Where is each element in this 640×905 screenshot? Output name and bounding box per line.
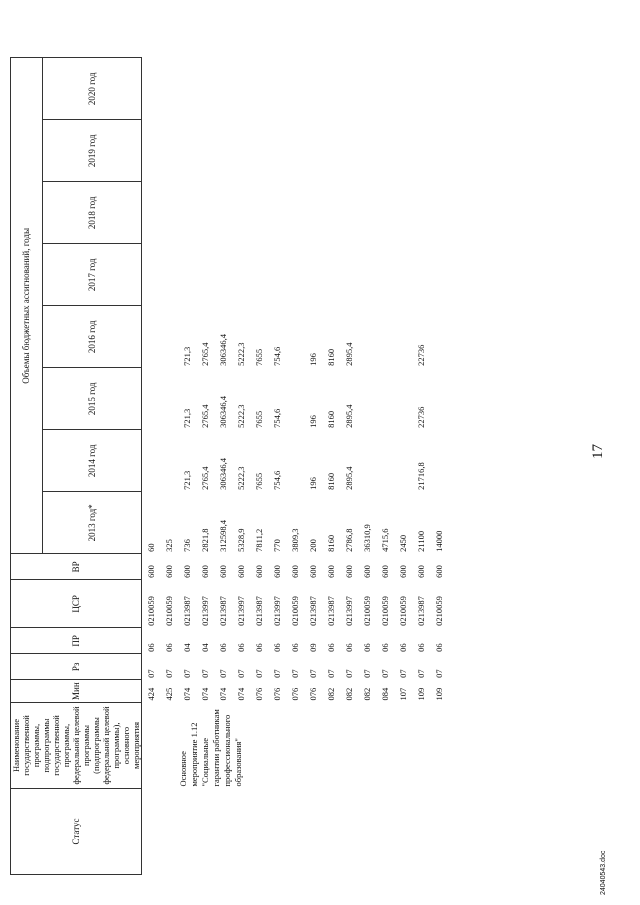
cell-y2016 [160,306,178,368]
cell-min: 425 [164,687,174,701]
cell-y2014 [286,430,304,492]
cell-y2016: 2895,4 [344,342,354,366]
cell-y2015: 721,3 [182,408,192,428]
cell-csr: 0210059 [146,596,156,626]
cell-rz: 07 [200,669,210,678]
cell-vr: 600 [416,565,426,578]
header-year: 2015 год [42,368,141,430]
cell-y2013: 36310,9 [362,524,372,552]
cell-empty-year [160,120,178,182]
cell-empty-year [286,244,304,306]
cell-empty-year [196,182,214,244]
cell-y2014: 2765,4 [200,466,210,490]
cell-y2016 [376,306,394,368]
cell-y2013: 200 [308,539,318,552]
cell-pr: 06 [380,643,390,652]
cell-y2015: 196 [308,415,318,428]
cell-empty-year [142,182,161,244]
cell-empty-year [196,244,214,306]
header-csr: ЦСР [11,580,142,628]
header-min: Мин [11,680,142,703]
cell-pr: 06 [398,643,408,652]
cell-status [232,789,250,875]
cell-csr: 0210059 [290,596,300,626]
cell-empty-year [250,58,268,120]
cell-csr: 0210059 [362,596,372,626]
cell-empty-year [232,58,250,120]
cell-csr: 0210059 [380,596,390,626]
cell-y2015 [376,368,394,430]
cell-rz: 07 [254,669,264,678]
cell-min: 076 [290,687,300,701]
cell-name [160,703,178,789]
cell-y2014: 196 [308,477,318,490]
cell-y2015 [160,368,178,430]
cell-csr: 0213987 [308,596,318,626]
cell-csr: 0213997 [236,596,246,626]
cell-y2014: 306346,4 [218,457,228,490]
cell-y2013: 736 [182,539,192,552]
cell-empty-year [160,244,178,306]
cell-y2014: 721,3 [182,470,192,490]
cell-empty-year [178,244,196,306]
cell-y2013: 7811,2 [254,528,264,552]
cell-y2013: 325 [164,539,174,552]
cell-y2016: 2765,4 [200,342,210,366]
cell-empty-year [376,120,394,182]
cell-y2015: 5222,3 [236,404,246,428]
cell-y2015: 2895,4 [344,404,354,428]
cell-y2013: 8160 [326,534,336,552]
cell-y2016 [286,306,304,368]
cell-empty-year [268,244,286,306]
table-body [142,58,449,875]
cell-empty-year [358,182,376,244]
cell-min: 074 [182,687,192,701]
cell-pr: 04 [200,643,210,652]
cell-y2016: 5222,3 [236,342,246,366]
cell-pr: 06 [254,643,264,652]
cell-empty-year [178,120,196,182]
cell-status [322,789,340,875]
cell-vr: 600 [326,565,336,578]
cell-rz: 07 [218,669,228,678]
cell-empty-year [286,182,304,244]
cell-empty-year [412,58,430,120]
cell-y2015 [286,368,304,430]
cell-y2015: 8160 [326,410,336,428]
cell-pr: 06 [362,643,372,652]
cell-vr: 600 [236,565,246,578]
cell-y2016 [142,306,161,368]
cell-y2014 [394,430,412,492]
cell-empty-year [214,244,232,306]
cell-vr: 600 [398,565,408,578]
cell-empty-year [376,182,394,244]
cell-csr: 0210059 [398,596,408,626]
cell-y2013: 14000 [434,530,444,552]
cell-y2016 [394,306,412,368]
cell-status [178,789,196,875]
cell-empty-year [232,244,250,306]
cell-empty-year [268,58,286,120]
cell-min: 109 [416,687,426,701]
cell-empty-year [268,120,286,182]
cell-y2015: 754,6 [272,408,282,428]
cell-status [160,789,178,875]
cell-rz: 07 [416,669,426,678]
cell-vr: 600 [308,565,318,578]
cell-status [142,789,161,875]
cell-y2015: 2765,4 [200,404,210,428]
table-row [142,58,161,875]
cell-empty-year [394,182,412,244]
cell-vr: 600 [164,565,174,578]
cell-pr: 06 [272,643,282,652]
cell-y2016: 7655 [254,348,264,366]
cell-rz: 07 [272,669,282,678]
cell-pr: 06 [146,643,156,652]
cell-y2013: 4715,6 [380,528,390,552]
cell-vr: 600 [182,565,192,578]
cell-empty-year [322,244,340,306]
cell-min: 076 [254,687,264,701]
cell-y2015 [142,368,161,430]
cell-pr: 09 [308,643,318,652]
header-year: 2013 год* [42,492,141,554]
cell-empty-year [430,244,448,306]
cell-pr: 06 [326,643,336,652]
page-number: 17 [590,444,606,459]
cell-status [376,789,394,875]
cell-y2015 [358,368,376,430]
cell-y2014 [430,430,448,492]
header-year: 2017 год [42,244,141,306]
cell-pr: 06 [236,643,246,652]
cell-y2013: 3809,3 [290,528,300,552]
cell-y2016 [358,306,376,368]
cell-rz: 07 [146,669,156,678]
cell-y2014: 21716,8 [416,462,426,490]
cell-measure-name: Основное мероприятие 1.12 "Социальные гарантии работникам профессионального образования" [178,709,243,787]
cell-csr: 0210059 [434,596,444,626]
cell-vr: 600 [272,565,282,578]
cell-y2013: 21100 [416,530,426,552]
cell-empty-year [340,244,358,306]
cell-rz: 07 [362,669,372,678]
cell-y2015: 7655 [254,410,264,428]
cell-empty-year [214,58,232,120]
cell-min: 074 [200,687,210,701]
cell-empty-year [286,58,304,120]
cell-y2013: 2821,8 [200,528,210,552]
cell-empty-year [178,58,196,120]
header-year: 2014 год [42,430,141,492]
cell-min: 082 [362,687,372,701]
cell-y2014: 2895,4 [344,466,354,490]
header-year: 2018 год [42,182,141,244]
cell-y2013: 60 [146,543,156,552]
cell-empty-year [394,244,412,306]
cell-empty-year [358,244,376,306]
cell-y2015: 22736 [416,406,426,428]
cell-pr: 06 [416,643,426,652]
cell-status [268,789,286,875]
cell-rz: 07 [380,669,390,678]
cell-rz: 07 [236,669,246,678]
cell-vr: 600 [254,565,264,578]
cell-csr: 0213987 [182,596,192,626]
budget-allocation-table [10,57,448,875]
cell-empty-year [160,182,178,244]
cell-empty-year [196,120,214,182]
cell-rz: 07 [434,669,444,678]
table-row [178,58,196,875]
cell-min: 074 [218,687,228,701]
cell-csr: 0213997 [344,596,354,626]
cell-empty-year [376,58,394,120]
cell-empty-year [160,58,178,120]
header-program-name: Наименование государственной программы, подпрограммы государственной программы, федеральной целевой программы (подпрограммы федеральной целевой программы), основного мероприятия [11,703,142,789]
cell-y2014: 754,6 [272,470,282,490]
cell-csr: 0213987 [326,596,336,626]
cell-min: 084 [380,687,390,701]
cell-y2014 [358,430,376,492]
cell-y2016: 721,3 [182,346,192,366]
cell-csr: 0213997 [272,596,282,626]
cell-y2013: 2450 [398,534,408,552]
cell-y2013: 2786,8 [344,528,354,552]
header-rz: Рз [11,654,142,680]
cell-y2014 [376,430,394,492]
cell-empty-year [196,58,214,120]
cell-vr: 600 [218,565,228,578]
cell-rz: 07 [290,669,300,678]
cell-min: 109 [434,687,444,701]
header-year: 2020 год [42,58,141,120]
cell-empty-year [340,58,358,120]
cell-empty-year [250,244,268,306]
cell-status [196,789,214,875]
cell-status [430,789,448,875]
cell-y2014: 8160 [326,472,336,490]
cell-y2015 [430,368,448,430]
cell-empty-year [430,182,448,244]
cell-vr: 600 [380,565,390,578]
cell-status [286,789,304,875]
cell-y2013: 312598,4 [218,519,228,552]
cell-empty-year [250,120,268,182]
cell-empty-year [304,58,322,120]
cell-y2016: 754,6 [272,346,282,366]
cell-empty-year [178,182,196,244]
cell-pr: 06 [434,643,444,652]
cell-y2016: 306346,4 [218,333,228,366]
cell-empty-year [322,120,340,182]
cell-empty-year [142,244,161,306]
cell-y2014 [142,430,161,492]
cell-empty-year [430,58,448,120]
cell-y2014: 7655 [254,472,264,490]
cell-empty-year [358,120,376,182]
cell-empty-year [412,182,430,244]
cell-min: 082 [326,687,336,701]
cell-csr: 0213987 [218,596,228,626]
cell-rz: 07 [308,669,318,678]
cell-status [394,789,412,875]
cell-empty-year [394,58,412,120]
cell-csr: 0210059 [164,596,174,626]
cell-y2015: 306346,4 [218,395,228,428]
cell-empty-year [394,120,412,182]
cell-rz: 07 [164,669,174,678]
cell-y2016: 196 [308,353,318,366]
cell-empty-year [268,182,286,244]
cell-empty-year [304,120,322,182]
cell-vr: 600 [290,565,300,578]
footer-document-code: 24040543.doc [600,850,607,895]
cell-status [412,789,430,875]
cell-pr: 06 [164,643,174,652]
cell-y2015 [394,368,412,430]
header-budget-volumes: Объемы бюджетных ассигнований, годы [11,58,43,554]
cell-empty-year [286,120,304,182]
cell-status [340,789,358,875]
cell-min: 424 [146,687,156,701]
cell-status [358,789,376,875]
cell-empty-year [322,182,340,244]
cell-empty-year [430,120,448,182]
cell-name [142,703,161,789]
cell-empty-year [214,182,232,244]
cell-min: 082 [344,687,354,701]
cell-rz: 07 [182,669,192,678]
cell-rz: 07 [398,669,408,678]
header-pr: ПР [11,628,142,654]
cell-min: 076 [272,687,282,701]
cell-y2013: 5328,9 [236,528,246,552]
cell-empty-year [304,182,322,244]
cell-y2016: 8160 [326,348,336,366]
cell-status [250,789,268,875]
cell-empty-year [412,120,430,182]
cell-min: 074 [236,687,246,701]
cell-min: 107 [398,687,408,701]
cell-y2014 [160,430,178,492]
cell-csr: 0213987 [254,596,264,626]
cell-empty-year [412,244,430,306]
cell-rz: 07 [326,669,336,678]
cell-status [214,789,232,875]
table-row [160,58,178,875]
cell-empty-year [250,182,268,244]
cell-pr: 06 [344,643,354,652]
cell-empty-year [340,120,358,182]
cell-y2014: 5222,3 [236,466,246,490]
cell-pr: 06 [290,643,300,652]
cell-csr: 0213997 [200,596,210,626]
cell-empty-year [358,58,376,120]
cell-y2016: 22736 [416,344,426,366]
cell-pr: 06 [218,643,228,652]
cell-empty-year [376,244,394,306]
cell-vr: 600 [146,565,156,578]
cell-empty-year [232,182,250,244]
cell-min: 076 [308,687,318,701]
cell-rz: 07 [344,669,354,678]
header-year: 2019 год [42,120,141,182]
cell-empty-year [214,120,232,182]
cell-vr: 600 [200,565,210,578]
header-vr: ВР [11,554,142,580]
cell-vr: 600 [434,565,444,578]
cell-vr: 600 [344,565,354,578]
header-year: 2016 год [42,306,141,368]
cell-y2013: 770 [272,539,282,552]
cell-y2016 [430,306,448,368]
cell-empty-year [304,244,322,306]
cell-pr: 04 [182,643,192,652]
cell-status [304,789,322,875]
cell-empty-year [142,58,161,120]
cell-empty-year [340,182,358,244]
cell-empty-year [232,120,250,182]
cell-vr: 600 [362,565,372,578]
cell-empty-year [322,58,340,120]
header-status: Статус [11,789,142,875]
cell-empty-year [142,120,161,182]
cell-csr: 0213987 [416,596,426,626]
